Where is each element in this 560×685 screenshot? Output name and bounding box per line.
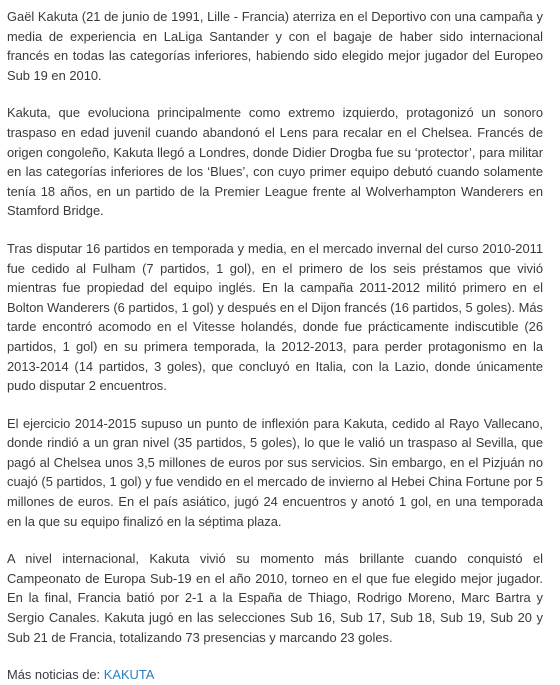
article-paragraph-3: Tras disputar 16 partidos en temporada y media, en el mercado invernal del curso 2010-2011 fue cedido al Fulham (7 partidos, 1 gol), en el primero de los seis préstamos que vivió mientras fue propiedad del equipo inglés. En la campaña 2011-2012 militó primero en el Bolton Wanderers (6 partidos, 1 gol) y después en el Dijon francés (16 partidos, 5 goles). Más tarde encontró acomodo en el Vitesse holandés, donde fue prácticamente indiscutible (26 partidos, 1 gol) en su primera temporada, la 2012-2013, para perder protagonismo en la 2013-2014 (14 partidos, 3 goles), que concluyó en Italia, con la Lazio, donde únicamente pudo disputar 2 encuentros. [7, 240, 543, 394]
article-paragraph-4: El ejercicio 2014-2015 supuso un punto de inflexión para Kakuta, cedido al Rayo Vallecano, donde rindió a un gran nivel (35 partidos, 5 goles), lo que le valió un traspaso al Sevilla, que pagó al Chelsea unos 3,5 millones de euros por sus servicios. Sin embargo, en el Pizjuán no cuajó (5 partidos, 1 gol) y fue vendido en el mercado de invierno al Hebei China Fortune por 5 millones de euros. En el país asiático, jugó 24 encuentros y anotó 1 gol, en una temporada en la que su equipo finalizó en la séptima plaza. [7, 415, 543, 529]
more-news-tag-link[interactable]: KAKUTA [103, 667, 155, 683]
article-body [7, 7, 543, 685]
more-news-line [7, 665, 543, 685]
article-paragraph-5: A nivel internacional, Kakuta vivió su momento más brillante cuando conquistó el Campeonato de Europa Sub-19 en el año 2010, torneo en el que fue elegido mejor jugador. En la final, Francia batió por 2-1 a la España de Thiago, Rodrigo Moreno, Marc Bartra y Sergio Canales. Kakuta jugó en las selecciones Sub 16, Sub 17, Sub 18, Sub 19, Sub 20 y Sub 21 de Francia, totalizando 73 presencias y marcando 23 goles. [7, 551, 543, 645]
article-paragraph-1: Gaël Kakuta (21 de junio de 1991, Lille - Francia) aterriza en el Deportivo con una campaña y media de experiencia en LaLiga Santander y con el bagaje de haber sido internacional francés en todas las categorías inferiores, habiendo sido elegido mejor jugador del Europeo Sub 19 en 2010. [7, 9, 543, 83]
more-news-label: Más noticias de: [7, 667, 101, 683]
article-paragraph-2: Kakuta, que evoluciona principalmente como extremo izquierdo, protagonizó un sonoro traspaso en edad juvenil cuando abandonó el Lens para recalar en el Chelsea. Francés de origen congoleño, Kakuta llegó a Londres, donde Didier Drogba fue su ‘protector’, para militar en las categorías inferiores de los ‘Blues’, con cuyo primer equipo debutó cuando solamente tenía 18 años, en un partido de la Premier League frente al Wolverhampton Wanderers en Stamford Bridge. [7, 105, 543, 219]
